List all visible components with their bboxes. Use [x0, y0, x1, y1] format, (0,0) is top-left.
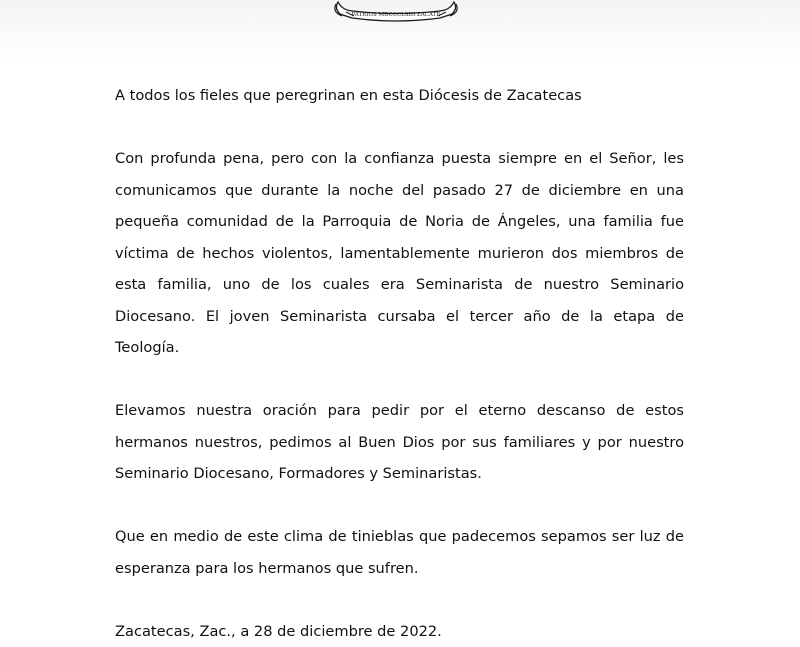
- letter-body: [115, 80, 684, 647]
- seal-ribbon-icon: [332, 0, 460, 22]
- seal-ribbon-text: PATRIOS MDCCCLXIII ZACATE: [352, 12, 441, 18]
- letter-place-date: Zacatecas, Zac., a 28 de diciembre de 2022.: [115, 616, 684, 647]
- letter-paragraph: Con profunda pena, pero con la confianza puesta siempre en el Señor, les comunicamos que durante la noche del pasado 27 de diciembre en una pequeña comunidad de la Parroquia de Noria de Ángeles, una familia fue víctima de hechos violentos, lamentablemente murieron dos miembros de esta familia, uno de los cuales era Seminarista de nuestro Seminario Diocesano. El joven Seminarista cursaba el tercer año de la etapa de Teología.: [115, 143, 684, 364]
- letter-paragraph: Elevamos nuestra oración para pedir por el eterno descanso de estos hermanos nuestros, pedimos al Buen Dios por sus familiares y por nuestro Seminario Diocesano, Formadores y Seminaristas.: [115, 395, 684, 490]
- letter-paragraph: Que en medio de este clima de tinieblas que padecemos sepamos ser luz de esperanza para los hermanos que sufren.: [115, 521, 684, 584]
- letter-salutation: A todos los fieles que peregrinan en esta Diócesis de Zacatecas: [115, 80, 684, 112]
